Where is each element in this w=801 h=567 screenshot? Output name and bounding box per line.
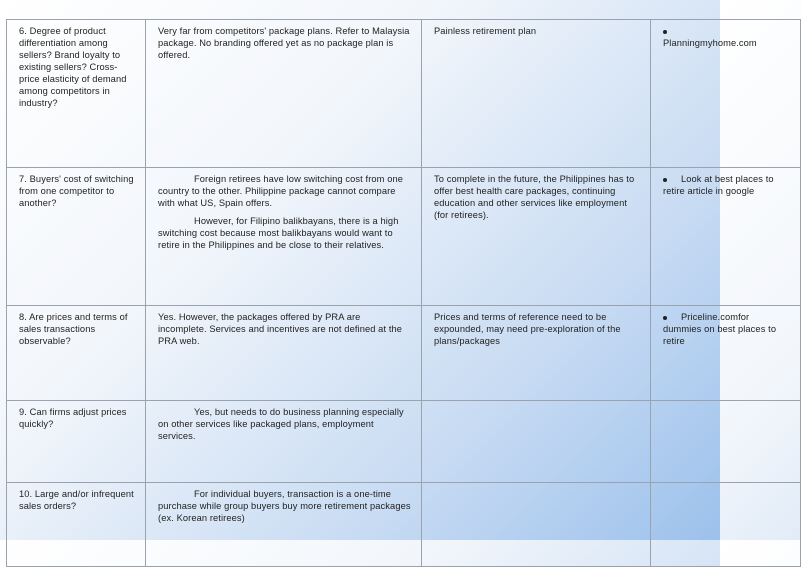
table-row [7,306,801,401]
bullet-icon [663,30,667,34]
source-text: Priceline.comfor dummies on best places to retire [663,312,777,346]
analysis-text-2: However, for Filipino balikbayans, there is a high switching cost because most balikbayans would want to retire in the Philippines and be close to their relatives. [158,216,399,250]
analysis-text: Yes, but needs to do business planning especially on other services like packaged plans, employment services. [158,407,404,441]
source-text: Planningmyhome.com [663,38,757,48]
table-row [7,168,801,306]
source-cell [651,168,801,306]
table-row [7,20,801,168]
implication-text: To complete in the future, the Philippines has to offer best health care packages, continuing education and other services like employment (for retirees). [434,174,635,220]
analysis-text: Foreign retirees have low switching cost from one country to the other. Philippine package cannot compare with what US, Spain offers. [158,174,404,208]
analysis-table [6,19,801,567]
source-cell [651,401,801,483]
analysis-text: For individual buyers, transaction is a one-time purchase while group buyers buy more retirement packages (ex. Korean retirees) [158,489,411,523]
question-text: 7. Buyers' cost of switching from one competitor to another? [19,174,134,208]
question-text: 10. Large and/or infrequent sales orders? [19,489,134,511]
question-text: 9. Can firms adjust prices quickly? [19,407,127,429]
source-cell [651,306,801,401]
bullet-item [663,25,790,37]
question-cell [7,401,146,483]
analysis-cell [146,401,422,483]
analysis-cell [146,483,422,567]
analysis-cell [146,168,422,306]
source-text: Look at best places to retire article in google [663,174,774,196]
bullet-item [663,311,790,347]
source-cell [651,483,801,567]
bullet-icon [663,316,667,320]
implication-cell [422,20,651,168]
question-cell [7,168,146,306]
question-cell [7,483,146,567]
analysis-cell [146,20,422,168]
implication-cell [422,168,651,306]
question-text: 8. Are prices and terms of sales transactions observable? [19,312,128,346]
analysis-text: Very far from competitors' package plans. Refer to Malaysia package. No branding offered yet as no package plan is offered. [158,26,410,60]
bullet-item [663,173,790,197]
table-row [7,401,801,483]
implication-cell [422,483,651,567]
implication-text: Prices and terms of reference need to be expounded, may need pre-exploration of the plans/packages [434,312,621,346]
implication-cell [422,306,651,401]
implication-text: Painless retirement plan [434,26,537,36]
bullet-icon [663,178,667,182]
question-text: 6. Degree of product differentiation among sellers? Brand loyalty to existing sellers? Cross-price elasticity of demand among competitors in industry? [19,26,127,108]
implication-cell [422,401,651,483]
table-row [7,483,801,567]
source-cell [651,20,801,168]
question-cell [7,20,146,168]
analysis-text: Yes. However, the packages offered by PRA are incomplete. Services and incentives are not defined at the PRA web. [158,312,403,346]
analysis-cell [146,306,422,401]
question-cell [7,306,146,401]
